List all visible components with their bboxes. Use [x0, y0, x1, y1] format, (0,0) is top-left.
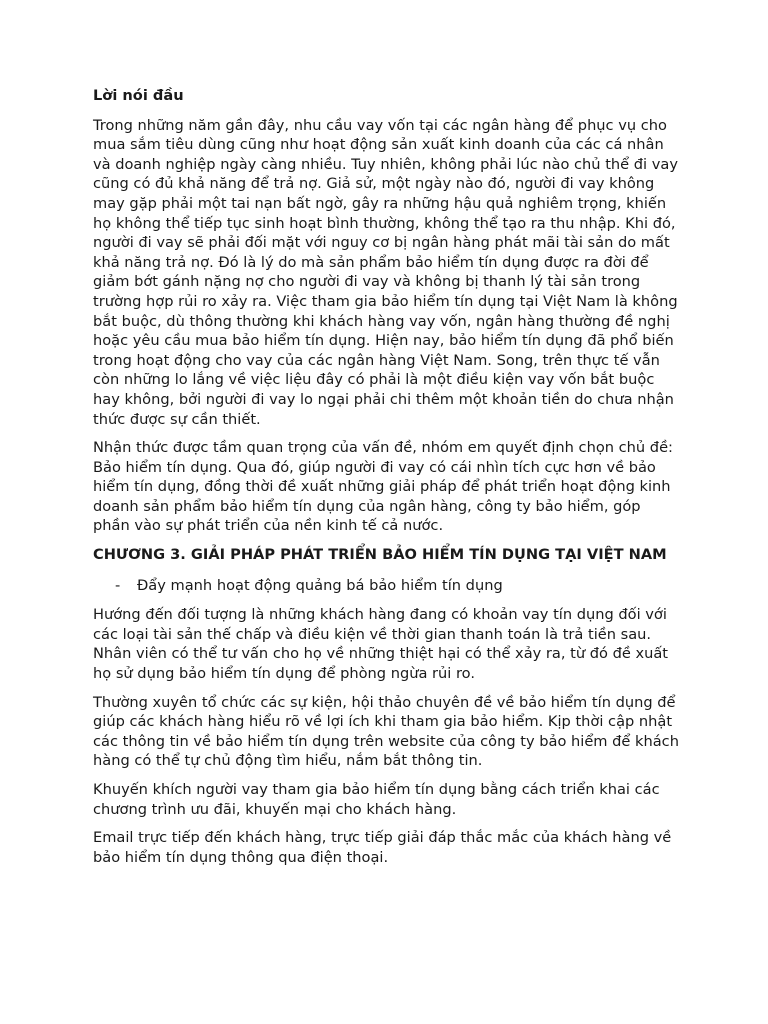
chapter-title: CHƯƠNG 3. GIẢI PHÁP PHÁT TRIỂN BẢO HIỂM TÍN DỤNG TẠI VIỆT NAM [93, 546, 667, 564]
chapter-paragraph-3: Khuyến khích người vay tham gia bảo hiểm tín dụng bằng cách triển khai các chương trình ưu đãi, khuyến mại cho khách hàng. [93, 781, 660, 818]
chapter-paragraph-1: Hướng đến đối tượng là những khách hàng đang có khoản vay tín dụng đối với các loại tài sản thế chấp và điều kiện về thời gian thanh toán là trả tiền sau. Nhân viên có thể tư vấn cho họ về những thiệt hại có thể xảy ra, từ đó đề xuất họ sử dụng bảo hiểm tín dụng để phòng ngừa rủi ro. [93, 606, 669, 683]
chapter-paragraph-2: Thường xuyên tổ chức các sự kiện, hội thảo chuyên đề về bảo hiểm tín dụng để giúp các khách hàng hiểu rõ về lợi ích khi tham gia bảo hiểm. Kịp thời cập nhật các thông tin về bảo hiểm tín dụng trên website của công ty bảo hiểm để khách hàng có thể tự chủ động tìm hiểu, nắm bắt thông tin. [93, 693, 679, 770]
intro-paragraph-2: Nhận thức được tầm quan trọng của vấn đề, nhóm em quyết định chọn chủ đề: Bảo hiểm tín dụng. Qua đó, giúp người đi vay có cái nhìn tích cực hơn về bảo hiểm tín dụng, đồng thời đề xuất những giải pháp để phát triển hoạt động kinh doanh sản phẩm bảo hiểm tín dụng của ngân hàng, công ty bảo hiểm, góp phần vào sự phát triển của nền kinh tế cả nước. [93, 439, 673, 535]
chapter-paragraph-4: Email trực tiếp đến khách hàng, trực tiếp giải đáp thắc mắc của khách hàng về bảo hiểm tín dụng thông qua điện thoại. [93, 829, 672, 866]
intro-paragraph-1: Trong những năm gần đây, nhu cầu vay vốn tại các ngân hàng để phục vụ cho mua sắm tiêu dùng cũng như hoạt động sản xuất kinh doanh của các cá nhân và doanh nghiệp ngày càng nhiều. Tuy nhiên, không phải lúc nào chủ thể đi vay cũng có đủ khả năng để trả nợ. Giả sử, một ngày nào đó, người đi vay không may gặp phải một tai nạn bất ngờ, gây ra những hậu quả nghiêm trọng, khiến họ không thể tiếp tục sinh hoạt bình thường, không thể tạo ra thu nhập. Khi đó, người đi vay sẽ phải đối mặt với nguy cơ bị ngân hàng phát mãi tài sản do mất khả năng trả nợ. Đó là lý do mà sản phẩm bảo hiểm tín dụng được ra đời để giảm bớt gánh nặng nợ cho người đi vay và không bị thanh lý tài sản trong trường hợp rủi ro xảy ra. Việc tham gia bảo hiểm tín dụng tại Việt Nam là không bắt buộc, dù thông thường khi khách hàng vay vốn, ngân hàng thường đề nghị hoặc yêu cầu mua bảo hiểm tín dụng. Hiện nay, bảo hiểm tín dụng đã phổ biến trong hoạt động cho vay của các ngân hàng Việt Nam. Song, trên thực tế vẫn còn những lo lắng về việc liệu đây có phải là một điều kiện vay vốn bắt buộc hay không, bởi người đi vay lo ngại phải chi thêm một khoản tiền do chưa nhận thức được sự cần thiết. [93, 116, 678, 428]
preface-heading: Lời nói đầu [93, 87, 184, 104]
bullet-mark: - [115, 576, 121, 594]
bullet-item [93, 576, 681, 596]
document-page [93, 86, 681, 876]
bullet-text: Đẩy mạnh hoạt động quảng bá bảo hiểm tín dụng [137, 576, 503, 594]
